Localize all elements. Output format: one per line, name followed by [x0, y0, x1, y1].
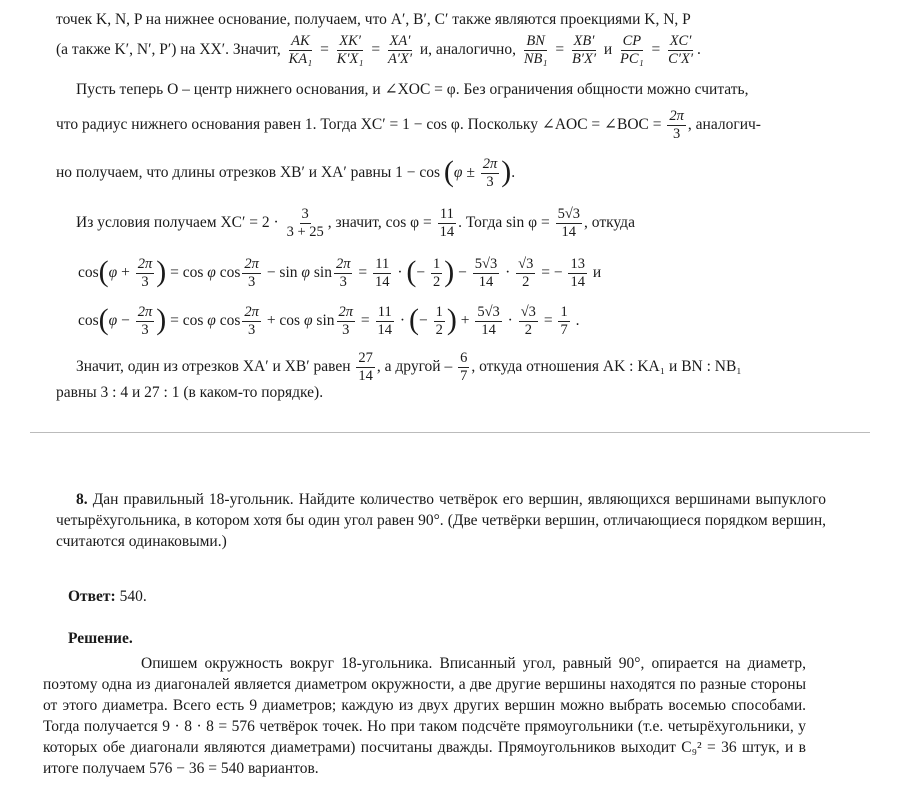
fraction: $\frac{11}{14}$ [374, 256, 390, 290]
fraction: $\frac{2\pi}{3}$ [244, 256, 259, 290]
fraction: $\frac{6}{7}$ [460, 350, 468, 384]
fraction: $\frac{5√3}{14}$ [474, 256, 498, 290]
fraction: $\frac{13}{14}$ [570, 256, 585, 290]
fraction: $\frac{5√3}{14}$ [477, 304, 500, 338]
problem-statement [56, 489, 826, 552]
text-line: Значит, один из отрезков XA′ и XB′ равен $\frac{27}{14}$ , а другой – $\frac{6}{7}$ , откуда отношения AK : KA₁ и BN : NB₁ [76, 350, 742, 384]
fraction: $\frac{27}{14}$ [358, 350, 373, 384]
fraction: $\frac{2\pi}{3}$ [669, 108, 684, 142]
text-line: (а также K′, N′, P′) на XX′. Значит, $\frac{AK}{\text{KA₁}}$ = $\frac{XK'}{\text{K′X₁}}$ = $\frac{XA'}{A'X'}$ и, аналогично, $\frac{BN}{\text{NB₁}}$ = $\frac{XB'}{B'X'}$ и $\frac{CP}{\text{PC₁}}$ = $\frac{XC'}{C'X'}$ . [56, 33, 701, 67]
fraction: $\frac{XA'}{A'X'}$ [387, 33, 413, 67]
text-line: точек K, N, P на нижнее основание, получаем, что A′, B′, C′ также являются проекциями K, N, P [56, 11, 691, 28]
fraction: $\frac{1}{7}$ [560, 304, 568, 338]
text-line: но получаем, что длины отрезков XB′ и XA′ равны 1 − cos (φ ± $\frac{2\pi}{3}$ ). [56, 154, 516, 190]
fraction: $\frac{BN}{\text{NB₁}}$ [523, 33, 548, 67]
fraction: $\frac{√3}{2}$ [520, 304, 536, 338]
fraction: $\frac{XC'}{C'X'}$ [668, 33, 693, 67]
section-divider [30, 432, 870, 433]
fraction: $\frac{AK}{\text{KA₁}}$ [288, 33, 313, 67]
answer-value: 540. [119, 588, 147, 605]
fraction: $\frac{3}{3 + 25}$ [286, 206, 324, 240]
fraction: $\frac{2\pi}{3}$ [338, 304, 354, 338]
text-line: равны 3 : 4 и 27 : 1 (в каком-то порядке). [56, 384, 324, 401]
answer-label: Ответ: [68, 588, 116, 605]
fraction: $\frac{1}{2}$ [433, 256, 441, 290]
problem-text: Дан правильный 18-угольник. Найдите количество четвёрок его вершин, являющихся вершинами выпуклого четырёхугольника, в котором хотя бы один угол равен 90°. (Две четвёрки вершин, отличающиеся порядком вершин, считаются одинаковыми.) [56, 491, 827, 550]
fraction: $\frac{11}{14}$ [377, 304, 393, 338]
fraction: $\frac{2\pi}{3}$ [137, 256, 153, 290]
fraction: $\frac{2\pi}{3}$ [335, 256, 351, 290]
fraction: $\frac{√3}{2}$ [518, 256, 534, 290]
fraction: $\frac{2\pi}{3}$ [482, 156, 498, 190]
answer [68, 586, 147, 607]
fraction: $\frac{CP}{\text{PC₁}}$ [620, 33, 644, 67]
solution-text: Опишем окружность вокруг 18-угольника. Вписанный угол, равный 90°, опирается на диаметр, поэтому одна из диагоналей является диаметром окружности, а две другие вершины находятся по разные стороны от этого диаметра. Всего есть 9 диаметров; каждую из двух других вершин можно выбрать восемью способами. Тогда получается 9 · 8 · 8 = 576 четвёрок точек. Но при таком подсчёте прямоугольники (т.е. четырёхугольники, у которых обе диагонали являются диаметрами) посчитаны дважды. Прямоугольников выходит C₉² = 36 штук, и в итоге получаем 576 − 36 = 540 вариантов. [43, 655, 806, 777]
fraction: $\frac{2\pi}{3}$ [137, 304, 153, 338]
text-line: что радиус нижнего основания равен 1. Тогда XC′ = 1 − cos φ. Поскольку ∠AOC = ∠BOC = $\frac{2\pi}{3}$ , аналогич- [56, 108, 761, 142]
problem-number: 8. [76, 491, 88, 508]
solution-label: Решение. [68, 630, 133, 647]
fraction: $\frac{11}{14}$ [439, 206, 455, 240]
fraction: $\frac{2\pi}{3}$ [244, 304, 259, 338]
fraction: $\frac{5√3}{14}$ [557, 206, 581, 240]
fraction: $\frac{1}{2}$ [435, 304, 443, 338]
formula-line: cos(φ + $\frac{2\pi}{3}$ ) = cos φ cos $\frac{2\pi}{3}$ − sin φ sin $\frac{2\pi}{3}$ = $\frac{11}{14}$ · (− $\frac{1}{2}$ ) − $\frac{5√3}{14}$ · $\frac{√3}{2}$ = − $\frac{13}{14}$ и [78, 254, 602, 290]
formula-line: cos(φ − $\frac{2\pi}{3}$ ) = cos φ cos $\frac{2\pi}{3}$ + cos φ sin $\frac{2\pi}{3}$ = $\frac{11}{14}$ · (− $\frac{1}{2}$ ) + $\frac{5√3}{14}$ · $\frac{√3}{2}$ = $\frac{1}{7}$ . [78, 302, 580, 338]
fraction: $\frac{XK'}{\text{K′X₁}}$ [336, 33, 364, 67]
text-line: Из условия получаем XC′ = 2 · $\frac{3}{3 + 25}$ , значит, cos φ = $\frac{11}{14}$ . Тогда sin φ = $\frac{5√3}{14}$ , откуда [76, 206, 635, 240]
fraction: $\frac{XB'}{B'X'}$ [571, 33, 596, 67]
text-line: Пусть теперь O – центр нижнего основания, и ∠XOC = φ. Без ограничения общности можно считать, [76, 81, 749, 98]
